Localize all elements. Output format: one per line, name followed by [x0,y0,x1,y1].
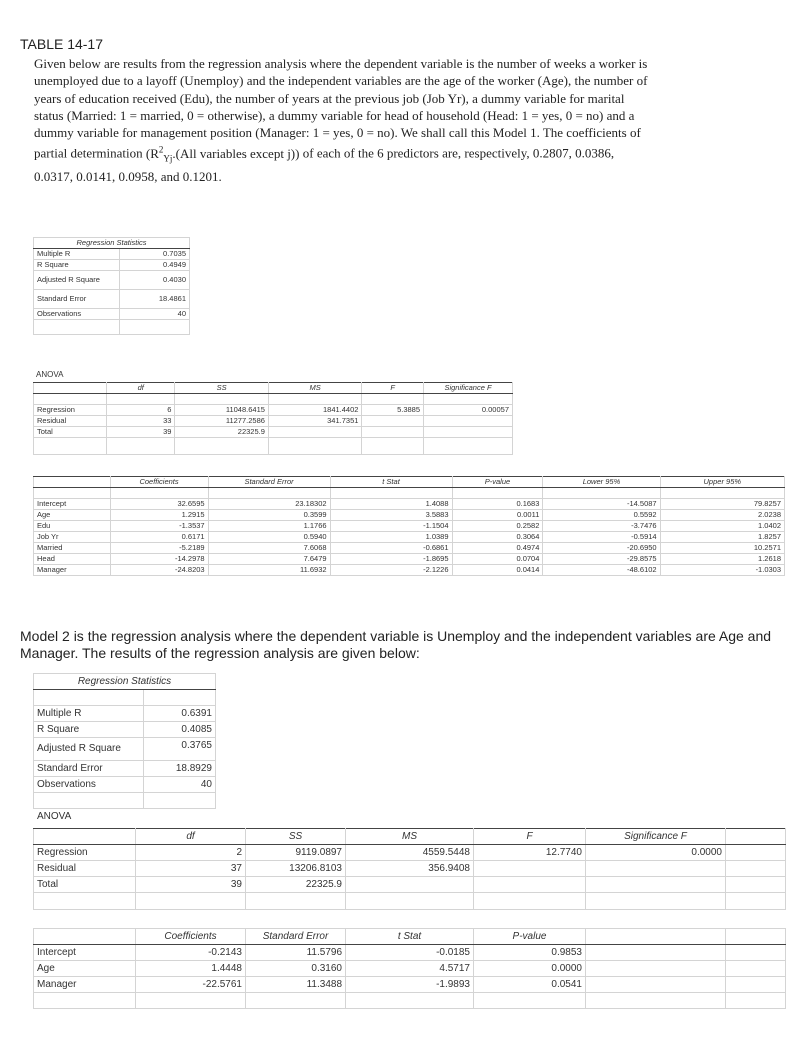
table-row: Residual 33 11277.2586 341.7351 [34,416,513,427]
model1-anova-label: ANOVA [36,370,64,379]
table-row: Multiple R 0.6391 [34,706,216,722]
table-row: R Square 0.4085 [34,722,216,738]
table-row: Total 39 22325.9 [34,427,513,438]
table-row: Total 39 22325.9 [34,877,786,893]
intro-text-values: of each of the 6 predictors are, respectively, 0.2807, 0.0386, 0.0317, 0.0141, 0.0958, and 0.1201. [34,145,615,184]
table-row: Standard Error 18.4861 [34,290,190,309]
model2-regression-statistics [33,673,216,809]
model2-anova-label: ANOVA [37,811,72,822]
model2-anova-table: df SS MS F Significance F Regression 2 9119.0897 4559.5448 12.7740 0.0000 Residual 37 13206.8103 356.9408 Total 39 22325.9 [33,828,786,910]
table-row: Edu -1.3537 1.1766 -1.1504 0.2582 -3.7476 1.0402 [34,521,785,532]
table-row: Standard Error 18.8929 [34,761,216,777]
model2-coefficients-table: Coefficients Standard Error t Stat P-value Intercept -0.2143 11.5796 -0.0185 0.9853 Age 1.4448 0.3160 4.5717 0.0000 Manager -22.5761 11.3488 -1.9893 0.0541 [33,928,786,1009]
table-row: Regression 6 11048.6415 1841.4402 5.3885 0.00057 [34,405,513,416]
partial-r2-notation: ($R^2_{Yj}.(All$ variables except j)) [145,144,300,164]
model1-regstats-header: Regression Statistics [34,238,190,249]
table-row: Manager -24.8203 11.6932 -2.1226 0.0414 -48.6102 -1.0303 [34,565,785,576]
table-row: Adjusted R Square 0.3765 [34,738,216,761]
intro-paragraph [34,55,654,185]
table-row: Age 1.2915 0.3599 3.5883 0.0011 0.5592 2.0238 [34,510,785,521]
intro-text: Given below are results from the regression analysis where the dependent variable is the number of weeks a worker is unemployed due to a layoff (Unemploy) and the independent variables are the age of the worker (Age), the number of years of education received (Edu), the number of years at the previous job (Job Yr), a dummy variable for marital status (Married: 1 = married, 0 = otherwise), a dummy variable for head of household (Head: 1 = yes, 0 = no) and a dummy variable for management position (Manager: 1 = yes, 0 = no). We shall call this Model 1. The coefficients of partial determination [34,56,648,161]
table-row: Regression 2 9119.0897 4559.5448 12.7740 0.0000 [34,845,786,861]
table-row: Intercept -0.2143 11.5796 -0.0185 0.9853 [34,945,786,961]
table-row: Head -14.2978 7.6479 -1.8695 0.0704 -29.8575 1.2618 [34,554,785,565]
table-row: Observations 40 [34,309,190,320]
table-row: Age 1.4448 0.3160 4.5717 0.0000 [34,961,786,977]
table-title: TABLE 14-17 [20,36,104,52]
model1-regression-statistics [33,237,190,335]
table-row: Observations 40 [34,777,216,793]
table-row: Adjusted R Square 0.4030 [34,271,190,290]
table-row: Job Yr 0.6171 0.5940 1.0389 0.3064 -0.5914 1.8257 [34,532,785,543]
model1-coefficients-table: Coefficients Standard Error t Stat P-value Lower 95% Upper 95% Intercept 32.6595 23.18302 1.4088 0.1683 -14.5087 79.8257 Age 1.2915 0.3599 3.5883 0.0011 0.5592 2.0238 Edu -1.3537 1.1766 -1.1504 0.2582 -3.7476 1.0402 Job Yr 0.6171 0.5940 1.0389 0.3064 -0.5914 1.8257 Married -5.2189 7.6068 -0.6861 0.4974 -20.6950 10.2571 Head -14.2978 7.6479 -1.8695 0.0704 -29.8575 1.2618 Manager -24.8203 11.6932 -2.1226 0.0414 -48.6102 -1.0303 [33,476,785,576]
table-row: Married -5.2189 7.6068 -0.6861 0.4974 -20.6950 10.2571 [34,543,785,554]
table-row: Manager -22.5761 11.3488 -1.9893 0.0541 [34,977,786,993]
model1-anova-table: df SS MS F Significance F Regression 6 11048.6415 1841.4402 5.3885 0.00057 Residual 33 11277.2586 341.7351 Total 39 22325.9 [33,382,513,455]
model2-regstats-header: Regression Statistics [34,674,216,690]
model2-paragraph: Model 2 is the regression analysis where the dependent variable is Unemploy and the independent variables are Age and Manager. The results of the regression analysis are given below: [20,628,772,661]
table-row: Multiple R 0.7035 [34,249,190,260]
table-row: Intercept 32.6595 23.18302 1.4088 0.1683 -14.5087 79.8257 [34,499,785,510]
table-row: Residual 37 13206.8103 356.9408 [34,861,786,877]
table-row: R Square 0.4949 [34,260,190,271]
